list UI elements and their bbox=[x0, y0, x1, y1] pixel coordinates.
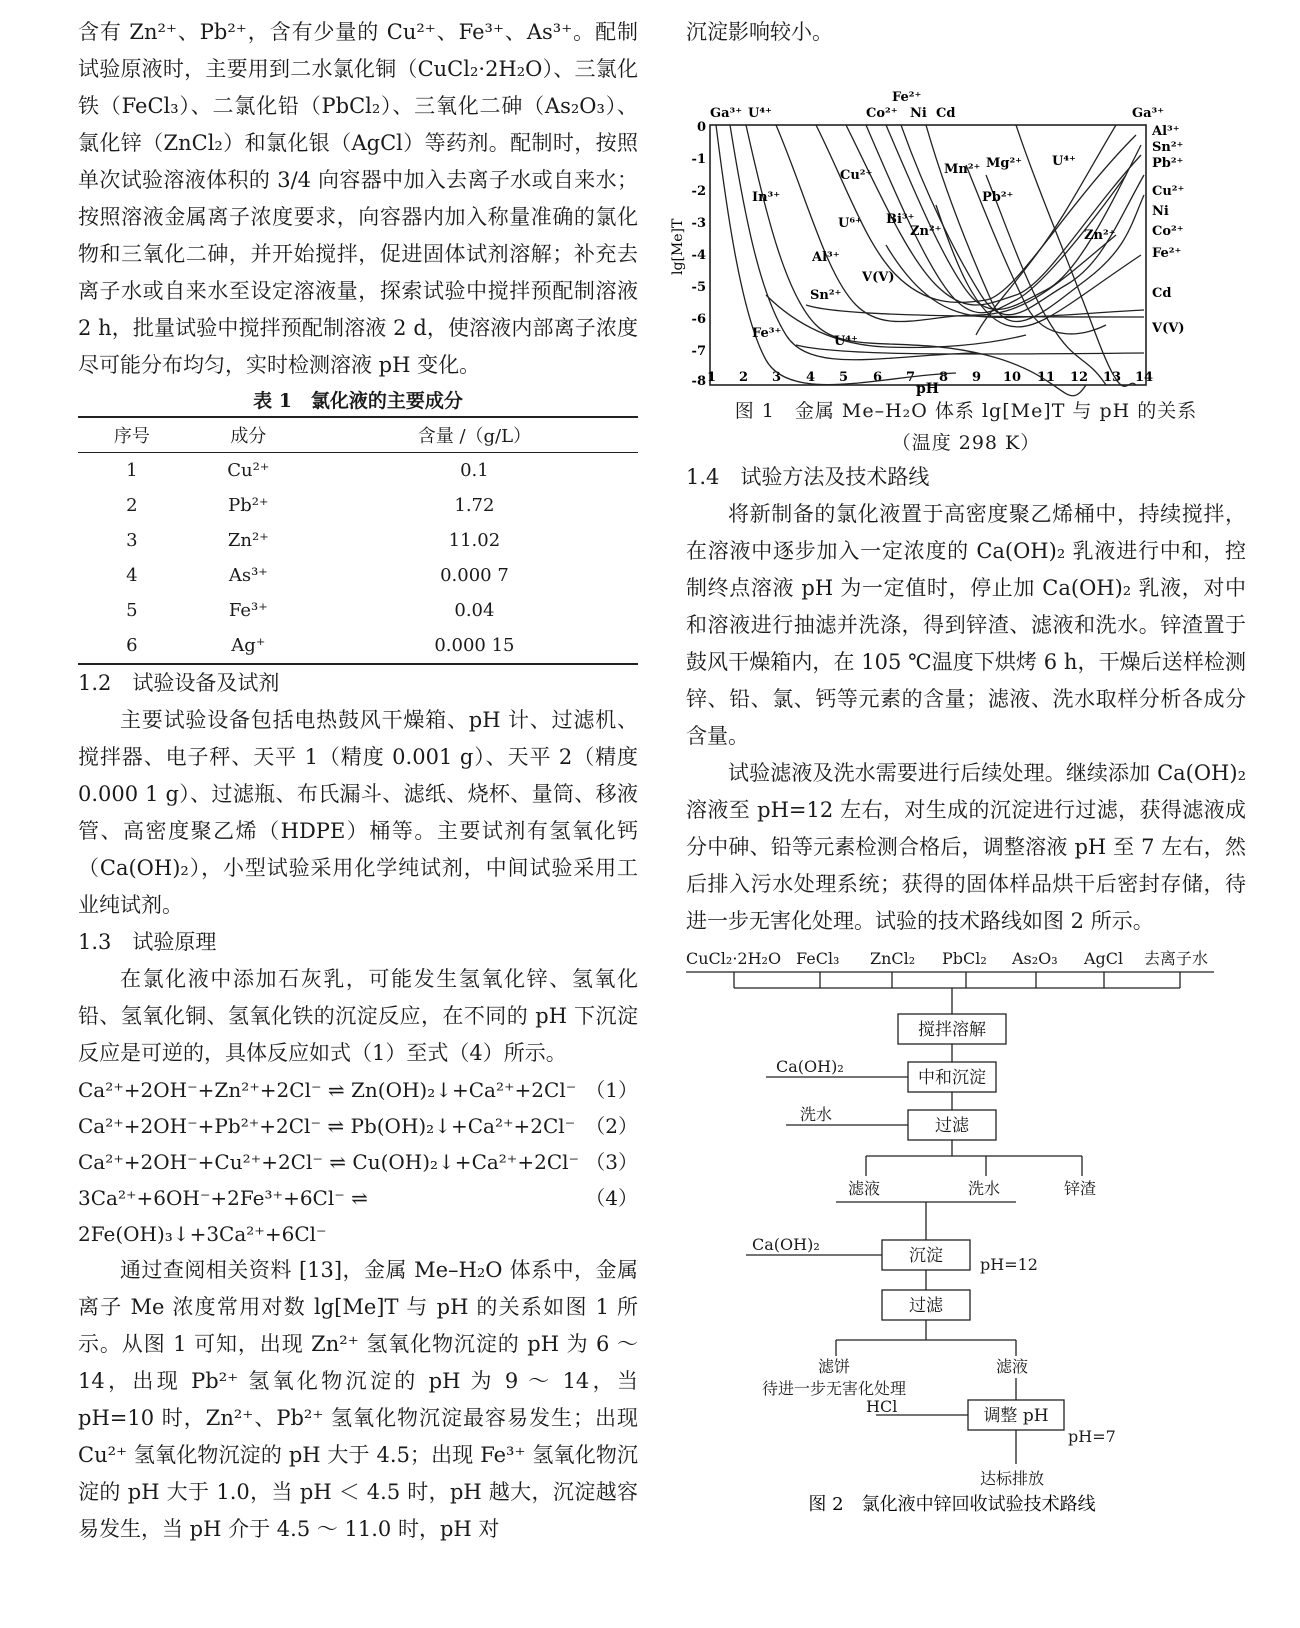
flow-hcl: HCl bbox=[866, 1397, 898, 1416]
figure-1-right-labels bbox=[1151, 124, 1184, 336]
x-tick: 12 bbox=[1070, 370, 1089, 385]
table-header-component: 成分 bbox=[186, 417, 311, 453]
label-cu2: Cu²⁺ bbox=[1152, 184, 1185, 199]
label-sn2-inner: Sn²⁺ bbox=[810, 288, 842, 303]
flow-ph12: pH=12 bbox=[980, 1255, 1038, 1274]
flow-out-wash: 洗水 bbox=[968, 1179, 1001, 1198]
table-cell: As³⁺ bbox=[228, 565, 268, 586]
table-cell: Fe³⁺ bbox=[228, 600, 268, 621]
equation-text: Ca²⁺+2OH⁻+Zn²⁺+2Cl⁻ ⇌ Zn(OH)₂↓+Ca²⁺+2Cl⁻ bbox=[78, 1078, 577, 1102]
equation-text: 3Ca²⁺+6OH⁻+2Fe³⁺+6Cl⁻ ⇌ 2Fe(OH)₃↓+3Ca²⁺+6Cl⁻ bbox=[78, 1186, 368, 1246]
label-fe3: Fe³⁺ bbox=[752, 326, 782, 341]
x-tick: 14 bbox=[1135, 370, 1154, 385]
y-tick: 0 bbox=[696, 120, 706, 135]
label-vv: V(V) bbox=[862, 270, 895, 285]
x-tick: 11 bbox=[1037, 370, 1056, 385]
equation-number: （2） bbox=[585, 1114, 638, 1138]
paragraph-intro: 含有 Zn²⁺、Pb²⁺，含有少量的 Cu²⁺、Fe³⁺、As³⁺。配制试验原液时，主要用到二水氯化铜（CuCl₂·2H₂O）、三氯化铁（FeCl₃）、二氯化铅（PbCl₂）、三氧化二砷（As₂O₃）、氯化锌（ZnCl₂）和氯化银（AgCl）等药剂。配制时，按照单次试验溶液体积的 3/4 向容器中加入去离子水或自来水；按照溶液金属离子浓度要求，向容器内加入称量准确的氯化物和三氧化二砷，并开始搅拌，促进固体试剂溶解；补充去离子水或自来水至设定溶液量，探索试验中搅拌预配制溶液 2 h，批量试验中搅拌预配制溶液 2 d，使溶液内部离子浓度尽可能分布均匀，实时检测溶液 pH 变化。 bbox=[78, 20, 638, 377]
label-sn2: Sn²⁺ bbox=[1152, 140, 1184, 155]
figure-2-caption: 图 2 氯化液中锌回收试验技术路线 bbox=[808, 1494, 1096, 1515]
table-cell: 0.000 15 bbox=[311, 628, 638, 664]
label-al3-inner: Al³⁺ bbox=[812, 250, 840, 265]
flow-step-adjust-ph: 调整 pH bbox=[983, 1406, 1049, 1426]
flow-step-precipitate: 沉淀 bbox=[909, 1246, 943, 1266]
paragraph-post-treatment: 试验滤液及洗水需要进行后续处理。继续添加 Ca(OH)₂ 溶液至 pH=12 左右，对生成的沉淀进行过滤，获得滤液成分中砷、铅等元素检测合格后，调整溶液 pH 至 7 左右，然后排入污水处理系统；获得的固体样品烘干后密封存储，待进一步无害化处理。试验的技术路线如图 2 所示。 bbox=[686, 761, 1246, 933]
table-row bbox=[78, 628, 638, 664]
y-tick: -5 bbox=[691, 280, 706, 295]
table-cell: Ag⁺ bbox=[186, 628, 311, 664]
equation-block bbox=[78, 1072, 638, 1252]
label-pb2-inner: Pb²⁺ bbox=[982, 190, 1014, 205]
figure-1-ylabel: lg[Me]T bbox=[670, 218, 686, 275]
table-cell: 6 bbox=[78, 628, 186, 664]
flow-filtrate-2: 滤液 bbox=[996, 1357, 1029, 1376]
composition-table bbox=[78, 416, 638, 665]
label-fe2-right: Fe²⁺ bbox=[1152, 246, 1182, 261]
section-heading-1-2: 1.2 试验设备及试剂 bbox=[78, 671, 280, 695]
label-fe2: Fe²⁺ bbox=[892, 90, 922, 105]
figure-2-flowchart bbox=[686, 944, 1246, 1514]
input-agcl: AgCl bbox=[1084, 949, 1124, 968]
label-al3: Al³⁺ bbox=[1152, 124, 1180, 139]
flow-out-filtrate: 滤液 bbox=[848, 1179, 881, 1198]
label-mn2: Mn²⁺ bbox=[944, 162, 981, 177]
table-cell: 4 bbox=[126, 565, 138, 586]
right-column bbox=[670, 14, 1246, 1515]
table-cell: Zn²⁺ bbox=[227, 530, 269, 551]
table-cell: Cu²⁺ bbox=[227, 460, 270, 481]
x-tick: 3 bbox=[772, 370, 782, 385]
label-ni: Ni bbox=[910, 106, 927, 121]
y-tick: -4 bbox=[691, 248, 706, 263]
figure-1-xlabel: pH bbox=[916, 381, 940, 397]
table-cell: 1.72 bbox=[454, 495, 495, 516]
label-in3: In³⁺ bbox=[752, 190, 781, 205]
equation-2 bbox=[78, 1108, 638, 1144]
label-co2: Co²⁺ bbox=[866, 106, 898, 121]
input-pbcl2: PbCl₂ bbox=[942, 949, 987, 968]
paragraph-equipment: 主要试验设备包括电热鼓风干燥箱、pH 计、过滤机、搅拌器、电子秤、天平 1（精度 0.001 g）、天平 2（精度 0.000 1 g）、过滤瓶、布氏漏斗、滤纸、烧杯、量筒、移液管、高密度聚乙烯（HDPE）桶等。主要试剂有氢氧化钙（Ca(OH)₂），小型试验采用化学纯试剂，中间试验采用工业纯试剂。 bbox=[78, 708, 638, 917]
flow-caoh2-2: Ca(OH)₂ bbox=[752, 1235, 820, 1254]
table-row bbox=[78, 488, 638, 523]
x-tick: 8 bbox=[939, 370, 949, 385]
table-cell: 5 bbox=[126, 600, 138, 621]
equation-text: Ca²⁺+2OH⁻+Cu²⁺+2Cl⁻ ⇌ Cu(OH)₂↓+Ca²⁺+2Cl⁻ bbox=[78, 1150, 580, 1174]
flow-step-neutralize: 中和沉淀 bbox=[918, 1068, 986, 1088]
x-tick: 1 bbox=[707, 370, 717, 385]
label-ni-right: Ni bbox=[1152, 204, 1169, 219]
y-tick: -7 bbox=[691, 344, 706, 359]
table-cell: 11.02 bbox=[448, 530, 501, 551]
y-tick: -2 bbox=[691, 184, 706, 199]
table-cell: 0.04 bbox=[454, 600, 495, 621]
y-tick: -6 bbox=[691, 312, 706, 327]
x-tick: 10 bbox=[1003, 370, 1022, 385]
table-cell: 0.1 bbox=[460, 460, 489, 481]
equation-1 bbox=[78, 1072, 638, 1108]
section-heading-1-4: 1.4 试验方法及技术路线 bbox=[686, 465, 930, 489]
table-caption: 表 1 氯化液的主要成分 bbox=[253, 390, 463, 412]
equation-4 bbox=[78, 1180, 638, 1252]
equation-text: Ca²⁺+2OH⁻+Pb²⁺+2Cl⁻ ⇌ Pb(OH)₂↓+Ca²⁺+2Cl⁻ bbox=[78, 1114, 576, 1138]
label-vv-right: V(V) bbox=[1152, 321, 1185, 336]
flow-filter-cake: 滤饼 bbox=[818, 1357, 851, 1376]
label-zn2-right: Zn²⁺ bbox=[1084, 228, 1116, 243]
table-cell: 3 bbox=[126, 530, 138, 551]
figure-1-top-labels bbox=[710, 90, 1164, 121]
x-tick: 5 bbox=[839, 370, 849, 385]
paragraph-analysis: 通过查阅相关资料 [13]，金属 Me–H₂O 体系中，金属离子 Me 浓度常用对数 lg[Me]T 与 pH 的关系如图 1 所示。从图 1 可知，出现 Zn²⁺ 氢氧化物沉淀的 pH 为 6 ～ 14，出现 Pb²⁺ 氢氧化物沉淀的 pH 为 9 ～ 14，当 pH=10 时，Zn²⁺、Pb²⁺ 氢氧化物沉淀最容易发生；出现 Cu²⁺ 氢氧化物沉淀的 pH 大于 4.5；出现 Fe³⁺ 氢氧化物沉淀的 pH 大于 1.0，当 pH ＜ 4.5 时，pH 越大，沉淀越容易发生，当 pH 介于 4.5 ～ 11.0 时，pH 对 bbox=[78, 1258, 638, 1541]
figure-1-plot bbox=[670, 55, 1246, 397]
equation-number: （4） bbox=[585, 1186, 638, 1210]
x-tick: 13 bbox=[1103, 370, 1122, 385]
label-u6: U⁶⁺ bbox=[838, 216, 862, 231]
label-mg2: Mg²⁺ bbox=[986, 156, 1023, 171]
flow-out-zinc-slag: 锌渣 bbox=[1064, 1179, 1097, 1198]
label-pb2: Pb²⁺ bbox=[1152, 156, 1184, 171]
label-cu2-inner: Cu²⁺ bbox=[840, 168, 873, 183]
flow-wash-water: 洗水 bbox=[800, 1105, 833, 1124]
label-zn2: Zn²⁺ bbox=[910, 224, 942, 239]
label-ga3-right: Ga³⁺ bbox=[1132, 106, 1165, 121]
table-row bbox=[78, 523, 638, 558]
input-zncl2: ZnCl₂ bbox=[870, 949, 916, 968]
x-tick: 7 bbox=[906, 370, 916, 385]
equation-number: （1） bbox=[585, 1078, 638, 1102]
flow-cake-note: 待进一步无害化处理 bbox=[762, 1379, 907, 1398]
figure-1-caption: 图 1 金属 Me–H₂O 体系 lg[Me]T 与 pH 的关系 bbox=[734, 400, 1198, 422]
flow-ph7: pH=7 bbox=[1068, 1427, 1116, 1446]
equation-number: （3） bbox=[585, 1150, 638, 1174]
table-cell: Pb²⁺ bbox=[228, 495, 269, 516]
paragraph-principle: 在氯化液中添加石灰乳，可能发生氢氧化锌、氢氧化铅、氢氧化铜、氢氧化铁的沉淀反应，在不同的 pH 下沉淀反应是可逆的，具体反应如式（1）至式（4）所示。 bbox=[78, 967, 638, 1065]
flow-discharge: 达标排放 bbox=[980, 1469, 1045, 1488]
paragraph-method: 将新制备的氯化液置于高密度聚乙烯桶中，持续搅拌，在溶液中逐步加入一定浓度的 Ca(OH)₂ 乳液进行中和，控制终点溶液 pH 为一定值时，停止加 Ca(OH)₂ 乳液，对中和溶液进行抽滤并洗涤，得到锌渣、滤液和洗水。锌渣置于鼓风干燥箱内，在 105 ℃温度下烘烤 6 h，干燥后送样检测锌、铅、氯、钙等元素的含量；滤液、洗水取样分析各成分含量。 bbox=[686, 502, 1246, 748]
y-tick: -8 bbox=[691, 374, 706, 389]
label-cd-right: Cd bbox=[1152, 286, 1172, 301]
left-column bbox=[78, 14, 638, 1548]
table-cell: 2 bbox=[126, 495, 138, 516]
table-row bbox=[78, 593, 638, 628]
flow-caoh2: Ca(OH)₂ bbox=[776, 1057, 844, 1076]
input-as2o3: As₂O₃ bbox=[1012, 949, 1058, 968]
label-u4-inner: U⁴⁺ bbox=[1052, 154, 1076, 169]
figure-1-caption-sub: （温度 298 K） bbox=[891, 432, 1041, 454]
y-tick: -3 bbox=[691, 216, 706, 231]
x-tick: 2 bbox=[739, 370, 749, 385]
label-cd: Cd bbox=[936, 106, 956, 121]
label-bi3: Bi³⁺ bbox=[886, 212, 915, 227]
table-cell: 0.000 7 bbox=[440, 565, 509, 586]
label-co2-right: Co²⁺ bbox=[1152, 224, 1184, 239]
label-ga3: Ga³⁺ bbox=[710, 106, 743, 121]
label-u4: U⁴⁺ bbox=[748, 106, 772, 121]
paragraph-continuation: 沉淀影响较小。 bbox=[686, 20, 833, 44]
label-u4-low: U⁴⁺ bbox=[834, 334, 858, 349]
curves bbox=[716, 125, 1144, 396]
table-row bbox=[78, 453, 638, 489]
y-tick-labels bbox=[692, 120, 706, 389]
x-tick: 9 bbox=[972, 370, 982, 385]
table-cell: 1 bbox=[126, 460, 138, 481]
input-water: 去离子水 bbox=[1144, 949, 1209, 968]
y-tick: -1 bbox=[691, 152, 706, 167]
section-heading-1-3: 1.3 试验原理 bbox=[78, 930, 217, 954]
table-header-content: 含量 /（g/L） bbox=[311, 417, 638, 453]
input-cucl2: CuCl₂·2H₂O bbox=[686, 949, 782, 968]
input-fecl3: FeCl₃ bbox=[796, 949, 840, 968]
table-header-index: 序号 bbox=[78, 417, 186, 453]
flow-step-dissolve: 搅拌溶解 bbox=[918, 1020, 986, 1040]
x-tick: 6 bbox=[873, 370, 883, 385]
table-row bbox=[78, 558, 638, 593]
flow-step-filter-2: 过滤 bbox=[909, 1296, 943, 1316]
equation-3 bbox=[78, 1144, 638, 1180]
flow-step-filter: 过滤 bbox=[935, 1116, 969, 1136]
figure-1-inner-labels bbox=[752, 154, 1116, 349]
x-tick: 4 bbox=[806, 370, 816, 385]
